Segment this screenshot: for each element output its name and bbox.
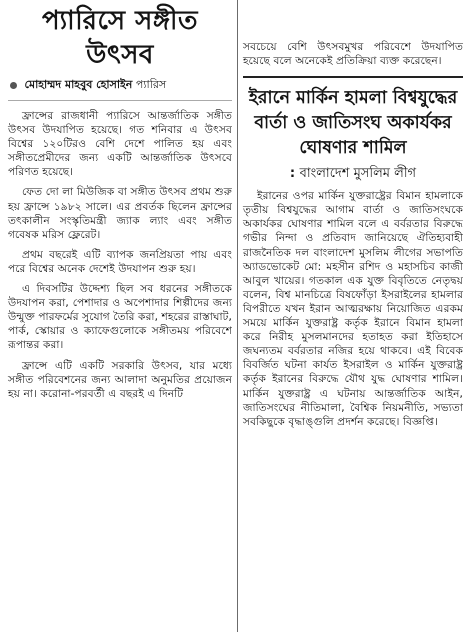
paragraph: ফ্রান্সের রাজধানী প্যারিসে আন্তর্জাতিক সঙ্গীত উৎসব উদযাপিত হয়েছে। গত শনিবার এ উৎসব বিশ্বের ১২০টিরও বেশি দেশে পালিত হয় এবং সঙ্গীতপ্রেমীদের জন্য একটি আন্তর্জাতিক উৎসবে পরিণত হয়েছে।: [8, 110, 232, 179]
right-column: [243, 40, 463, 435]
paragraph: ফেত দো লা মিউজিক বা সঙ্গীত উৎসব প্রথম শুরু হয় ফ্রান্সে ১৯৮২ সালে। এর প্রবর্তক ছিলেন ফ্রান্সের তৎকালীন সংস্কৃতিমন্ত্রী জ্যাক ল্যাং এবং সঙ্গীত গবেষক মরিস ফ্লেরেট।: [8, 186, 232, 241]
article-continuation: [243, 40, 463, 68]
byline-location: প্যারিস: [135, 78, 167, 91]
paragraph: সবচেয়ে বেশি উৎসবমুখর পরিবেশে উদযাপিত হয়েছে বলে অনেকেই প্রতিক্রিয়া ব্যক্ত করেছেন।: [243, 41, 463, 68]
story-separator: [243, 76, 463, 78]
article-body-left: [8, 109, 232, 401]
byline-author: মোহাম্মদ মাহবুব হোসাইন: [24, 78, 133, 91]
kicker: [243, 165, 463, 183]
byline-rule: [8, 100, 232, 101]
kicker-separator: :: [289, 166, 300, 182]
headline-paris-festival: প্যারিসে সঙ্গীত উৎসব: [41, 6, 198, 70]
byline: [10, 78, 232, 92]
paragraph: প্রথম বছরেই এটি ব্যাপক জনপ্রিয়তা পায় এবং পরে বিশ্বের অনেক দেশেই উদযাপন শুরু হয়।: [8, 248, 232, 275]
paragraph: ফ্রান্সে এটি একটি সরকারি উৎসব, যার মধ্যে সঙ্গীত পরিবেশনের জন্য আলাদা অনুমতির প্রয়োজন হয় না। করোনা-পরবর্তী এ বছরই এ দিনটি: [8, 359, 232, 400]
story-iran-attack: [243, 86, 463, 429]
kicker-source: বাংলাদেশ মুসলিম লীগ: [299, 166, 417, 182]
column-divider: [237, 0, 238, 632]
story-paris-music-festival: [8, 4, 232, 407]
paragraph: এ দিবসটির উদ্দেশ্য ছিল সব ধরনের সঙ্গীতকে উদযাপন করা, পেশাদার ও অপেশাদার শিল্পীদের জন্য উন্মুক্ত পারফর্মের সুযোগ তৈরি করা, শহরের রাস্তাঘাট, পার্ক, স্কোয়ার ও ক্যাফেগুলোকে সঙ্গীতময় পরিবেশে রূপান্তর করা।: [8, 283, 232, 352]
paragraph: ইরানের ওপর মার্কিন যুক্তরাষ্ট্রের বিমান হামলাকে তৃতীয় বিশ্বযুদ্ধের আগাম বার্তা ও জাতিসংঘকে অকার্যকর ঘোষণার শামিল বলে এ বর্বরতার বিরুদ্ধে গভীর নিন্দা ও প্রতিবাদ জানিয়েছে ঐতিহ্যবাহী রাজনৈতিক দল বাংলাদেশ মুসলিম লীগের সভাপতি অ্যাডভোকেট মো: মহসীন রশিদ ও মহাসচিব কাজী আবুল খায়ের। গতকাল এক যুক্ত বিবৃতিতে নেতৃদ্বয় বলেন, বিশ্ব মানচিত্রে বিষফোঁড়া ইসরাইলের হামলার বিপরীতে যখন ইরান আত্মরক্ষায় নিয়োজিত এরকম সময়ে মার্কিন যুক্তরাষ্ট্র কর্তৃক ইরানে বিমান হামলা করে নিরীহ মুসলমানদের হতাহত করা ইতিহাসে জঘন্যতম বর্বরতার নজির হয়ে থাকবে। এই বিবেক বিবর্জিত ঘটনা কার্যত ইসরাইল ও মার্কিন যুক্তরাষ্ট্র কর্তৃক ইরানের বিরুদ্ধে যৌথ যুদ্ধ ঘোষণার শামিল। মার্কিন যুক্তরাষ্ট্র এ ঘটনায় আন্তর্জাতিক আইন, জাতিসংঘের নীতিমালা, বৈশ্বিক নিয়মনীতি, সভ্যতা সবকিছুকে বৃদ্ধাঙ্গুলি প্রদর্শন করেছে। বিজ্ঞপ্তি।: [243, 190, 463, 428]
headline-iran-attack: ইরানে মার্কিন হামলা বিশ্বযুদ্ধের বার্তা ও জাতিসংঘ অকার্যকর ঘোষণার শামিল: [248, 88, 458, 159]
article-body-right: [243, 189, 463, 429]
bullet-icon: [10, 82, 17, 89]
